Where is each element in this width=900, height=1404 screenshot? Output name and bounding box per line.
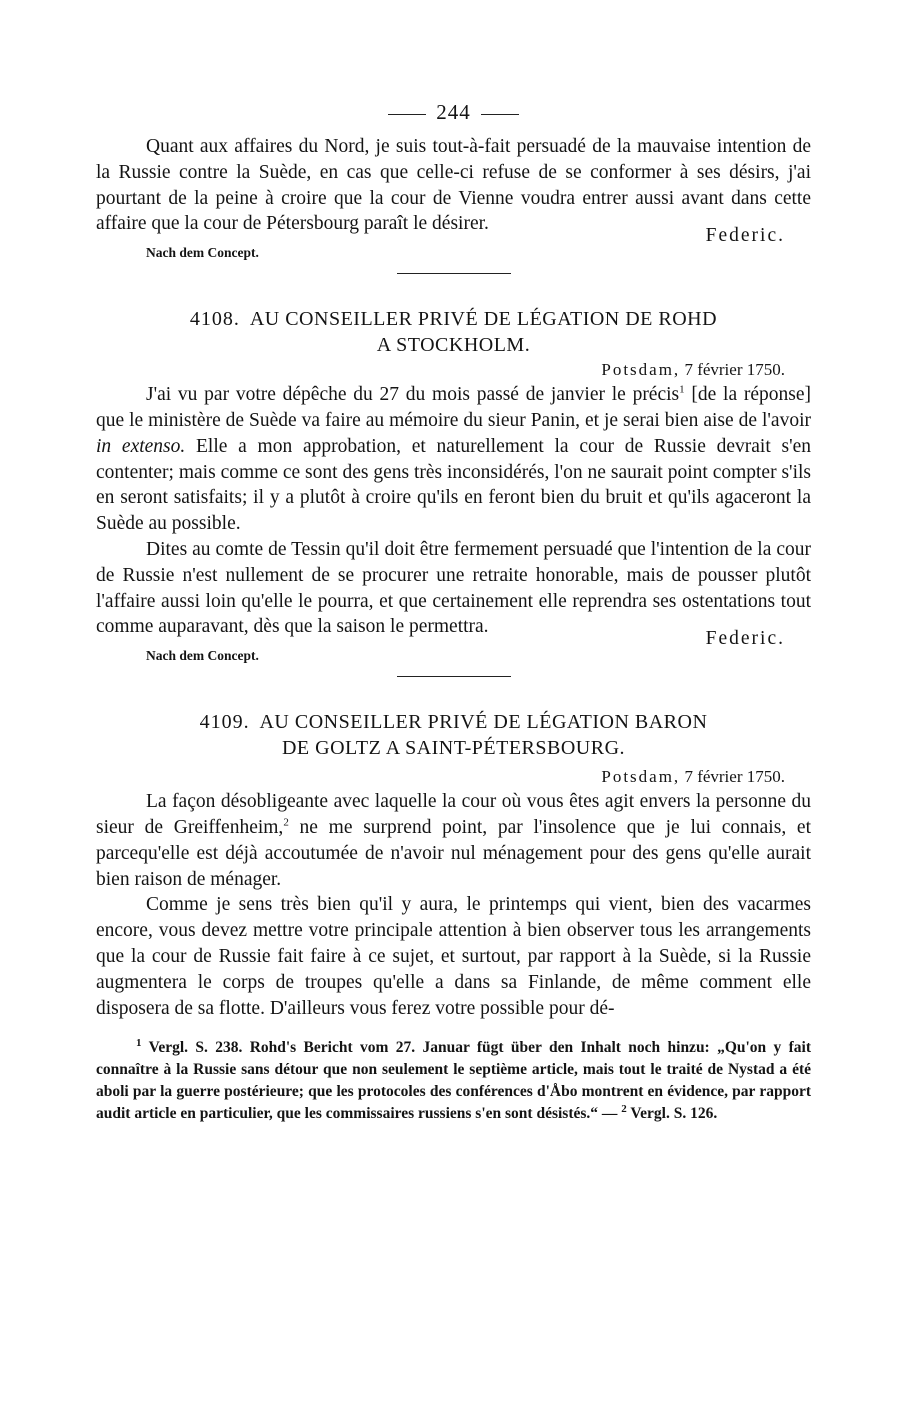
section-divider: [397, 676, 511, 677]
letter-date: [96, 360, 811, 380]
letter-date: [96, 767, 811, 787]
page-number: [96, 100, 811, 134]
date-place: Potsdam,: [601, 360, 681, 380]
footnotes: [96, 1037, 811, 1125]
footnote-text: Vergl. S. 238. Rohd's Bericht vom 27. Januar fügt über den Inhalt noch hinzu: „Qu'on y fait connaître à la Russie sans détour que non seulement le septième article, mais tout le traité de Nystad a été aboli par la guerre postérieure; que les protocoles des conférences d'Åbo montrent en évidence, par rapport audit article en particulier, que les commissaires russiens s'en sont désistés.“ —: [96, 1039, 811, 1123]
date-text: 7 février 1750.: [684, 767, 785, 787]
letter-number: 4108.: [189, 308, 240, 331]
footnote-number: 1: [136, 1037, 142, 1050]
paragraph-text: La façon désobligeante avec laquelle la cour où vous êtes agit envers la personne du sieur de Greiffenheim,: [96, 791, 811, 838]
letter-number: 4109.: [199, 711, 250, 734]
date-text: 7 février 1750.: [684, 360, 785, 380]
paragraph-text: [de la réponse] que le ministère de Suède va faire au mémoire du sieur Panin, et je serai bien aise de l'avoir: [96, 384, 811, 431]
paragraph-text: ne me surprend point, par l'insolence que je lui connais, et parcequ'elle est déjà accoutumée de n'avoir nul ménagement pour des gens qu'elle aurait bien raison de ménager.: [96, 816, 811, 890]
paragraph-text: Elle a mon approbation, et naturellement la cour de Russie devrait s'en contenter; mais comme ce sont des gens très inconsidérés, l'on ne saurait point compter s'ils en seront satisfaits; il y a plutôt à croire qu'ils en feront bien du bruit et qu'ils agaceront la Suède au possible.: [96, 435, 812, 535]
letter-heading-line-1: AU CONSEILLER PRIVÉ DE LÉGATION DE ROHD: [249, 308, 718, 331]
page-number-text: 244: [436, 100, 471, 124]
letter-heading: [96, 709, 811, 761]
paragraph-text: J'ai vu par votre dépêche du 27 du mois passé de janvier le précis: [146, 384, 680, 406]
page-number-dash-left: [388, 114, 426, 115]
letter-paragraph: [96, 382, 811, 537]
footnote-number: 2: [621, 1103, 627, 1116]
letter-paragraph: Comme je sens très bien qu'il y aura, le printemps qui vient, bien des vacarmes encore, vous devez mettre votre principale attention à bien observer tous les arrangements que la cour de Russie fait faire à ce sujet, et surtout, par rapport à la Suède, si la Russie augmentera le corps de troupes qu'elle a dans sa Finlande, de même comment elle disposera de sa flotte. D'ailleurs vous ferez votre possible pour dé-: [96, 894, 811, 1019]
closing-paragraph: Quant aux affaires du Nord, je suis tout-à-fait persuadé de la mauvaise intention de la Russie contre la Suède, en cas que celle-ci refuse de se conformer à ses désirs, j'ai pourtant de la peine à croire que la cour de Vienne voudra entrer aussi avant dans cette affaire que la cour de Pétersbourg paraît le désirer.: [96, 136, 811, 235]
section-divider: [397, 273, 511, 274]
footnote-marker: 2: [283, 816, 289, 829]
signature: Federic.: [705, 225, 785, 247]
source-note: Nach dem Concept.: [146, 245, 259, 261]
source-note: Nach dem Concept.: [146, 648, 259, 664]
footnote-marker: 1: [679, 383, 685, 396]
footnote-text: Vergl. S. 126.: [626, 1105, 718, 1123]
document-page: [96, 100, 811, 1125]
letter-paragraph: [96, 789, 811, 892]
letter-heading-line-2: A STOCKHOLM.: [376, 334, 531, 357]
signature: Federic.: [705, 628, 785, 650]
page-number-dash-right: [481, 114, 519, 115]
letter-heading-line-1: AU CONSEILLER PRIVÉ DE LÉGATION BARON: [259, 711, 708, 734]
date-place: Potsdam,: [601, 767, 681, 787]
italic-text: in extenso.: [96, 435, 186, 457]
letter-heading-line-2: DE GOLTZ A SAINT-PÉTERSBOURG.: [281, 737, 626, 760]
letter-heading: [96, 306, 811, 358]
letter-paragraph: Dites au comte de Tessin qu'il doit être fermement persuadé que l'intention de la cour de Russie n'est nullement de se procurer une retraite honorable, mais de pousser plutôt l'affaire aussi loin qu'elle le pourra, et que certainement elle reprendra ses ostentations tout comme auparavant, dès que la saison le permettra.: [96, 538, 811, 638]
